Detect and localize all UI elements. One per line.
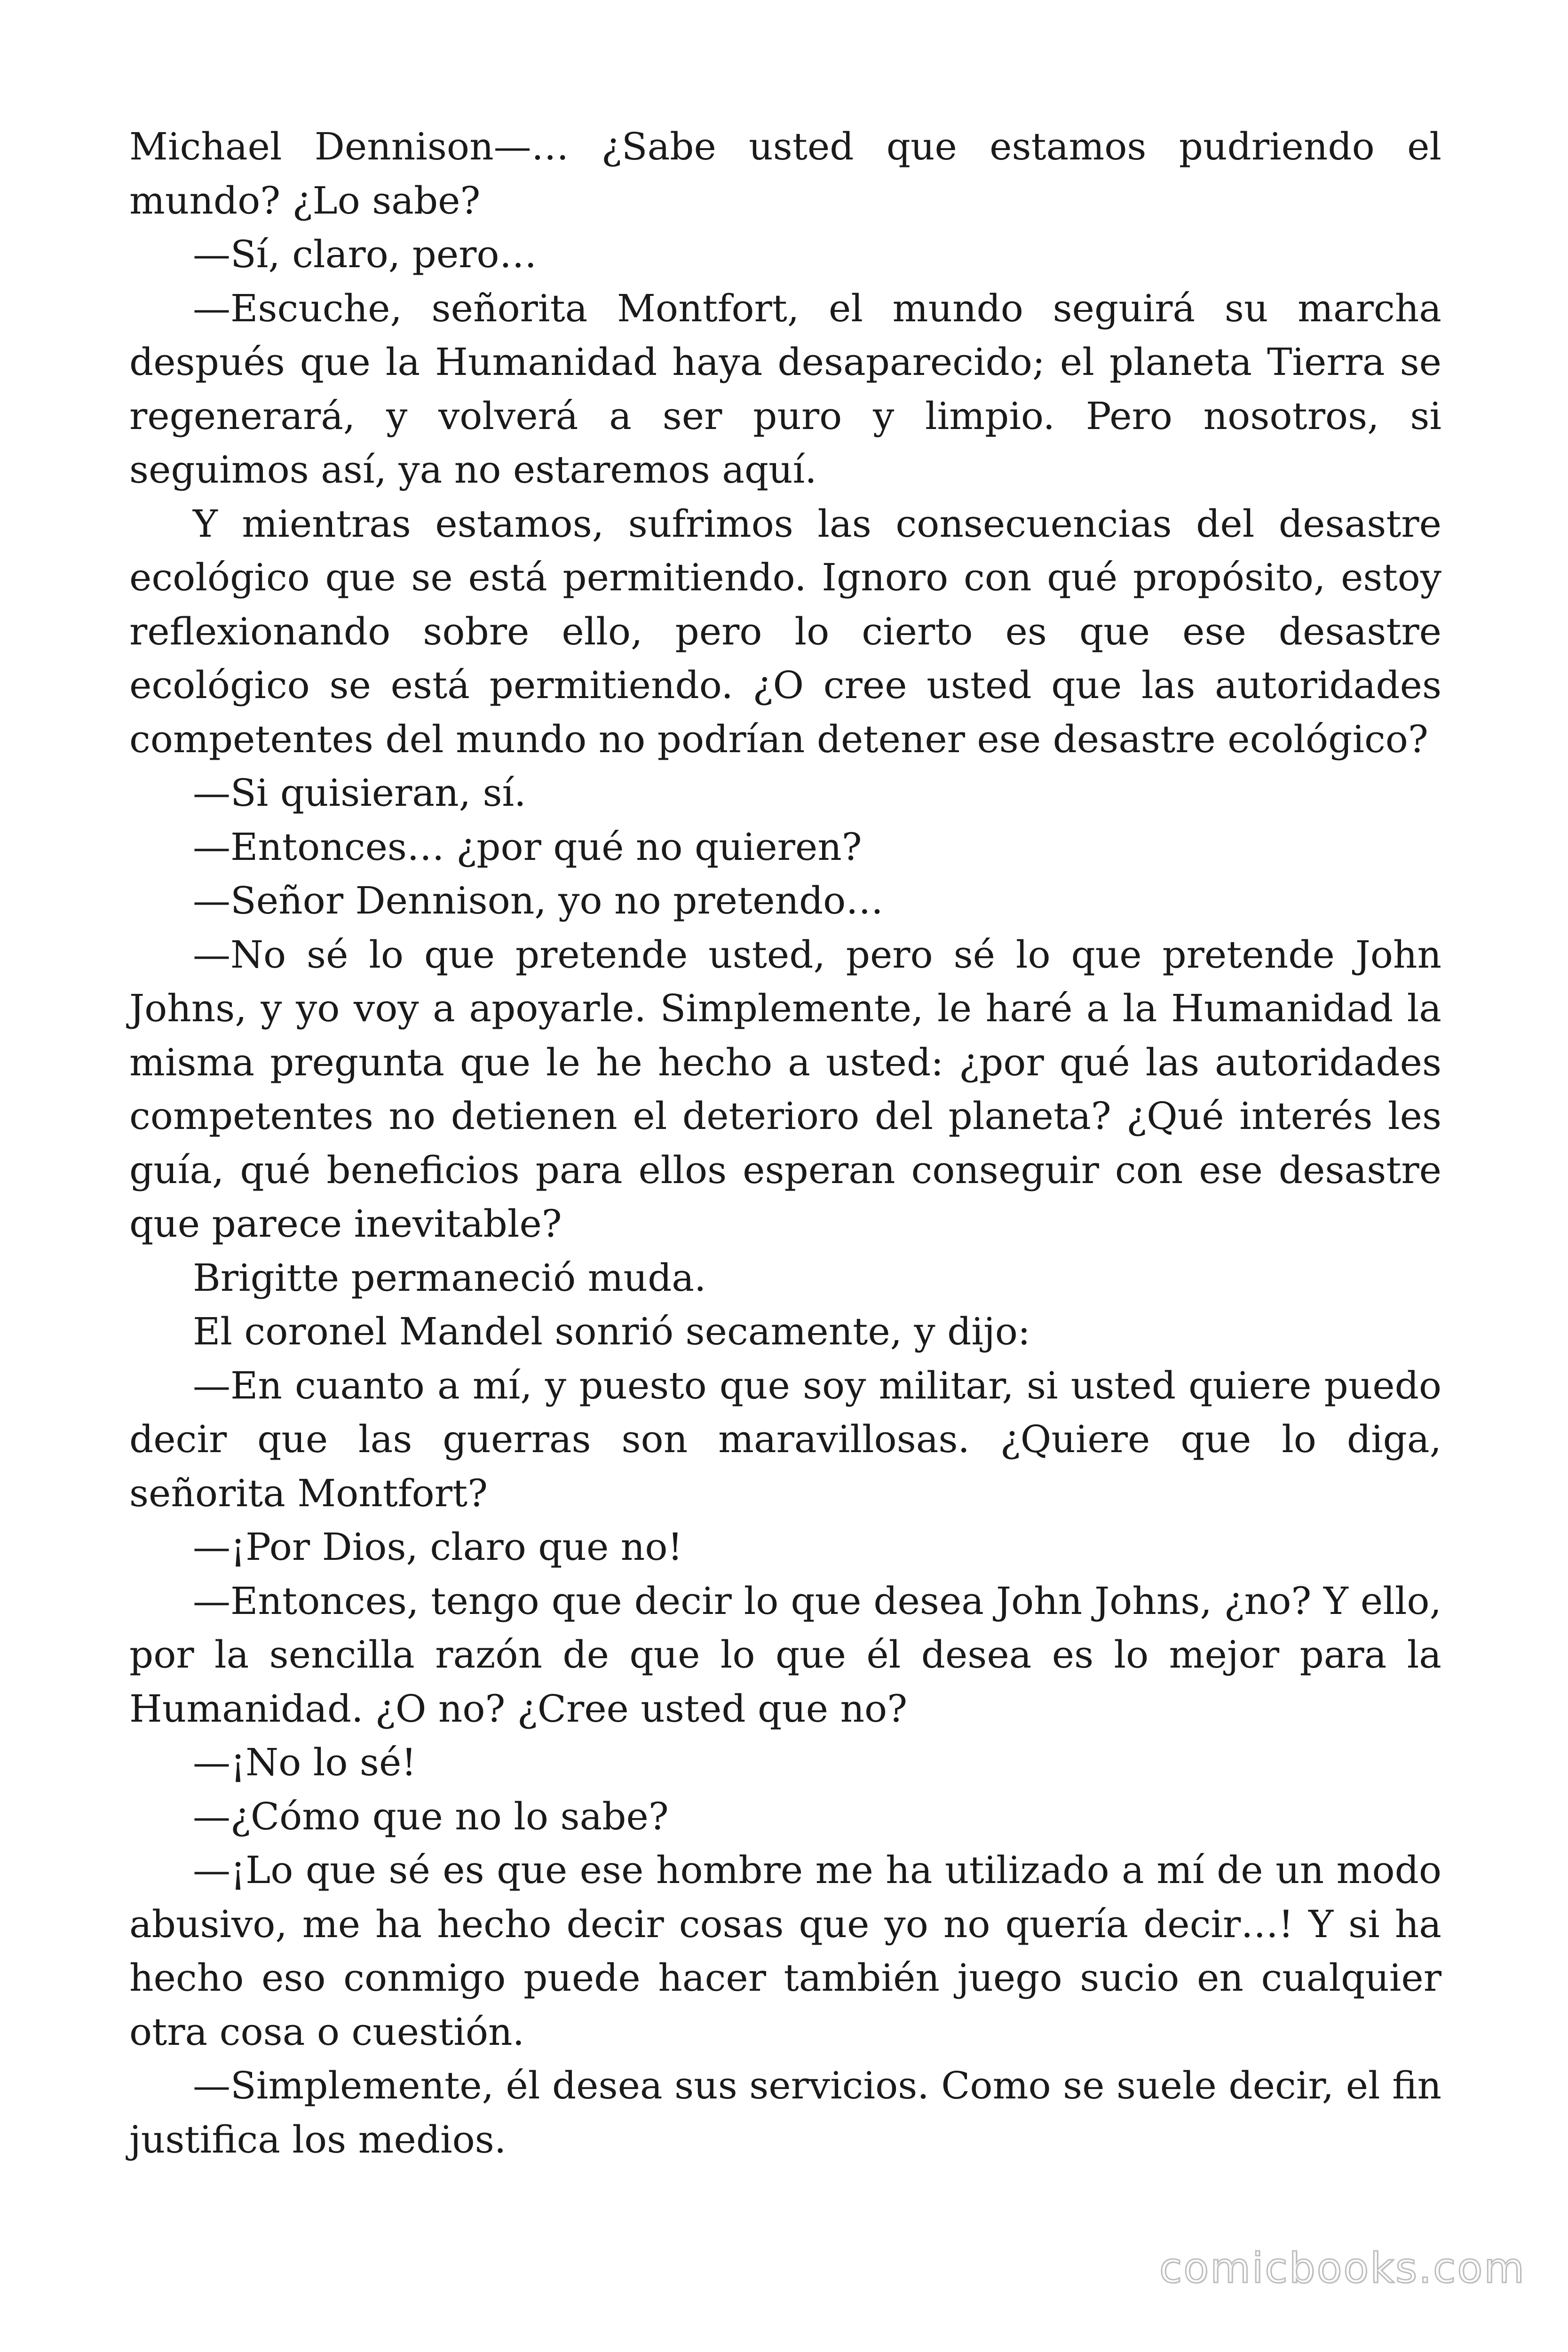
paragraph: —Simplemente, él desea sus servicios. Como se suele decir, el fin justifica los medios. — [129, 2064, 1441, 2161]
paragraph: El coronel Mandel sonrió secamente, y dijo: — [193, 1310, 1030, 1353]
paragraph: —Entonces… ¿por qué no quieren? — [193, 825, 862, 869]
paragraph: —No sé lo que pretende usted, pero sé lo que pretende John Johns, y yo voy a apoyarle. Simplemente, le haré a la Humanidad la misma pregunta que le he hecho a usted: ¿por qué las autoridades competentes no detienen el deterioro del planeta? ¿Qué interés les guía, qué beneficios para ellos esperan conseguir con ese desastre que parece inevitable? — [129, 932, 1441, 1246]
paragraph: —Escuche, señorita Montfort, el mundo seguirá su marcha después que la Humanidad haya desaparecido; el planeta Tierra se regenerará, y volverá a ser puro y limpio. Pero nosotros, si seguimos así, ya no estaremos aquí. — [129, 286, 1441, 492]
paragraph: —Sí, claro, pero… — [193, 232, 537, 276]
paragraph: —Entonces, tengo que decir lo que desea John Johns, ¿no? Y ello, por la sencilla razón de que lo que él desea es lo mejor para la Humanidad. ¿O no? ¿Cree usted que no? — [129, 1579, 1441, 1731]
paragraph-continuation: Michael Dennison—… ¿Sabe usted que estamos pudriendo el mundo? ¿Lo sabe? — [129, 125, 1441, 222]
paragraph: —¡No lo sé! — [193, 1740, 417, 1784]
body-text — [129, 120, 1441, 2167]
paragraph: —¿Cómo que no lo sabe? — [193, 1794, 669, 1838]
watermark: comicbooks.com — [1159, 2244, 1526, 2292]
paragraph: —¡Lo que sé es que ese hombre me ha utilizado a mí de un modo abusivo, me ha hecho decir cosas que yo no quería decir…! Y si ha hecho eso conmigo puede hacer también juego sucio en cualquier otra cosa o cuestión. — [129, 1848, 1441, 2054]
paragraph: Y mientras estamos, sufrimos las consecuencias del desastre ecológico que se está permitiendo. Ignoro con qué propósito, estoy reflexionando sobre ello, pero lo cierto es que ese desastre ecológico se está permitiendo. ¿O cree usted que las autoridades competentes del mundo no podrían detener ese desastre ecológico? — [129, 501, 1441, 761]
paragraph: Brigitte permaneció muda. — [193, 1255, 706, 1300]
paragraph: —En cuanto a mí, y puesto que soy militar, si usted quiere puedo decir que las guerras son maravillosas. ¿Quiere que lo diga, señorita Montfort? — [129, 1363, 1441, 1515]
paragraph: —Señor Dennison, yo no pretendo… — [193, 879, 884, 922]
paragraph: —Si quisieran, sí. — [193, 771, 526, 815]
paragraph: —¡Por Dios, claro que no! — [193, 1525, 683, 1569]
